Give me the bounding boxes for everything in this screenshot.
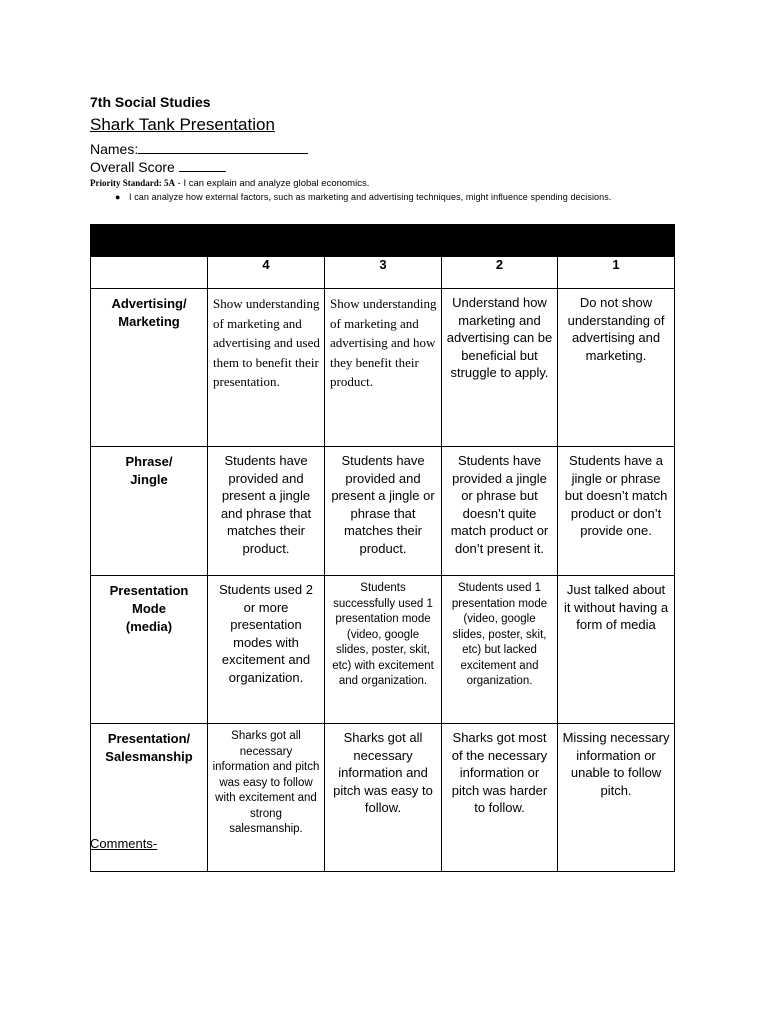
criterion-line: Presentation (109, 583, 189, 598)
criterion-cell (91, 576, 208, 724)
rubric-cell-1: Students have a jingle or phrase but doesn’t match product or don’t provide one. (558, 447, 675, 576)
rubric-row-advertising (91, 289, 675, 447)
score-label: Overall Score (90, 159, 175, 175)
score-header-row (91, 257, 675, 289)
title-text: Shark Tank Presentation (90, 115, 275, 134)
document-title (90, 115, 275, 135)
rubric-cell-2: Students used 1 presentation mode (video, google slides, poster, skit, etc) but lacked excitement and organization. (442, 576, 558, 724)
rubric-cell-3: Students successfully used 1 presentation mode (video, google slides, poster, skit, etc) with excitement and organization. (325, 576, 442, 724)
rubric-cell-2: Understand how marketing and advertising can be beneficial but struggle to apply. (442, 289, 558, 447)
black-header-cell (91, 225, 675, 257)
score-header-2: 2 (442, 257, 558, 289)
score-field (90, 158, 226, 175)
bullet-text: I can analyze how external factors, such as marketing and advertising techniques, might influence spending decisions. (129, 192, 612, 202)
rubric-cell-2: Students have provided a jingle or phrase but doesn’t quite match product or don’t present it. (442, 447, 558, 576)
rubric-cell-1: Missing necessary information or unable to follow pitch. (558, 724, 675, 872)
criterion-cell (91, 289, 208, 447)
priority-standard (90, 178, 369, 189)
standard-text: - I can explain and analyze global economics. (175, 178, 370, 189)
comments-label: Comments- (90, 836, 158, 851)
score-header-1: 1 (558, 257, 675, 289)
score-header-3: 3 (325, 257, 442, 289)
rubric-cell-1: Do not show understanding of advertising and marketing. (558, 289, 675, 447)
names-field (90, 140, 308, 157)
rubric-cell-4: Students used 2 or more presentation modes with excitement and organization. (208, 576, 325, 724)
criterion-line: Phrase/ (125, 454, 173, 469)
rubric-row-salesmanship (91, 724, 675, 872)
criterion-line: Advertising/ (111, 296, 187, 311)
rubric-row-media (91, 576, 675, 724)
score-blank-line (179, 158, 226, 172)
blank-corner-cell (91, 257, 208, 289)
criterion-cell (91, 447, 208, 576)
criterion-line: Marketing (118, 314, 180, 329)
criterion-line: Presentation/ (107, 731, 191, 746)
bullet-dot-icon: ● (115, 192, 121, 202)
rubric-row-jingle (91, 447, 675, 576)
rubric-cell-1: Just talked about it without having a form of media (558, 576, 675, 724)
rubric-table (90, 224, 675, 872)
rubric-cell-4: Sharks got all necessary information and pitch was easy to follow with excitement and strong salesmanship. (208, 724, 325, 872)
criterion-line: (media) (125, 619, 173, 634)
names-label: Names: (90, 141, 139, 157)
rubric-cell-4: Show understanding of marketing and advertising and used them to benefit their presentation. (208, 289, 325, 447)
rubric-header-bar (91, 225, 675, 257)
criterion-line: Salesmanship (105, 749, 193, 764)
criterion-line: Jingle (130, 472, 168, 487)
rubric-cell-4: Students have provided and present a jingle and phrase that matches their product. (208, 447, 325, 576)
rubric-cell-3: Sharks got all necessary information and pitch was easy to follow. (325, 724, 442, 872)
rubric-cell-3: Show understanding of marketing and advertising and how they benefit their product. (325, 289, 442, 447)
score-header-4: 4 (208, 257, 325, 289)
standard-label: Priority Standard: 5A (90, 178, 175, 188)
names-blank-line (138, 140, 308, 154)
rubric-cell-2: Sharks got most of the necessary information or pitch was harder to follow. (442, 724, 558, 872)
course-heading: 7th Social Studies (90, 94, 211, 110)
criterion-line: Mode (132, 601, 166, 616)
rubric-cell-3: Students have provided and present a jingle or phrase that matches their product. (325, 447, 442, 576)
standard-bullet (115, 192, 611, 202)
